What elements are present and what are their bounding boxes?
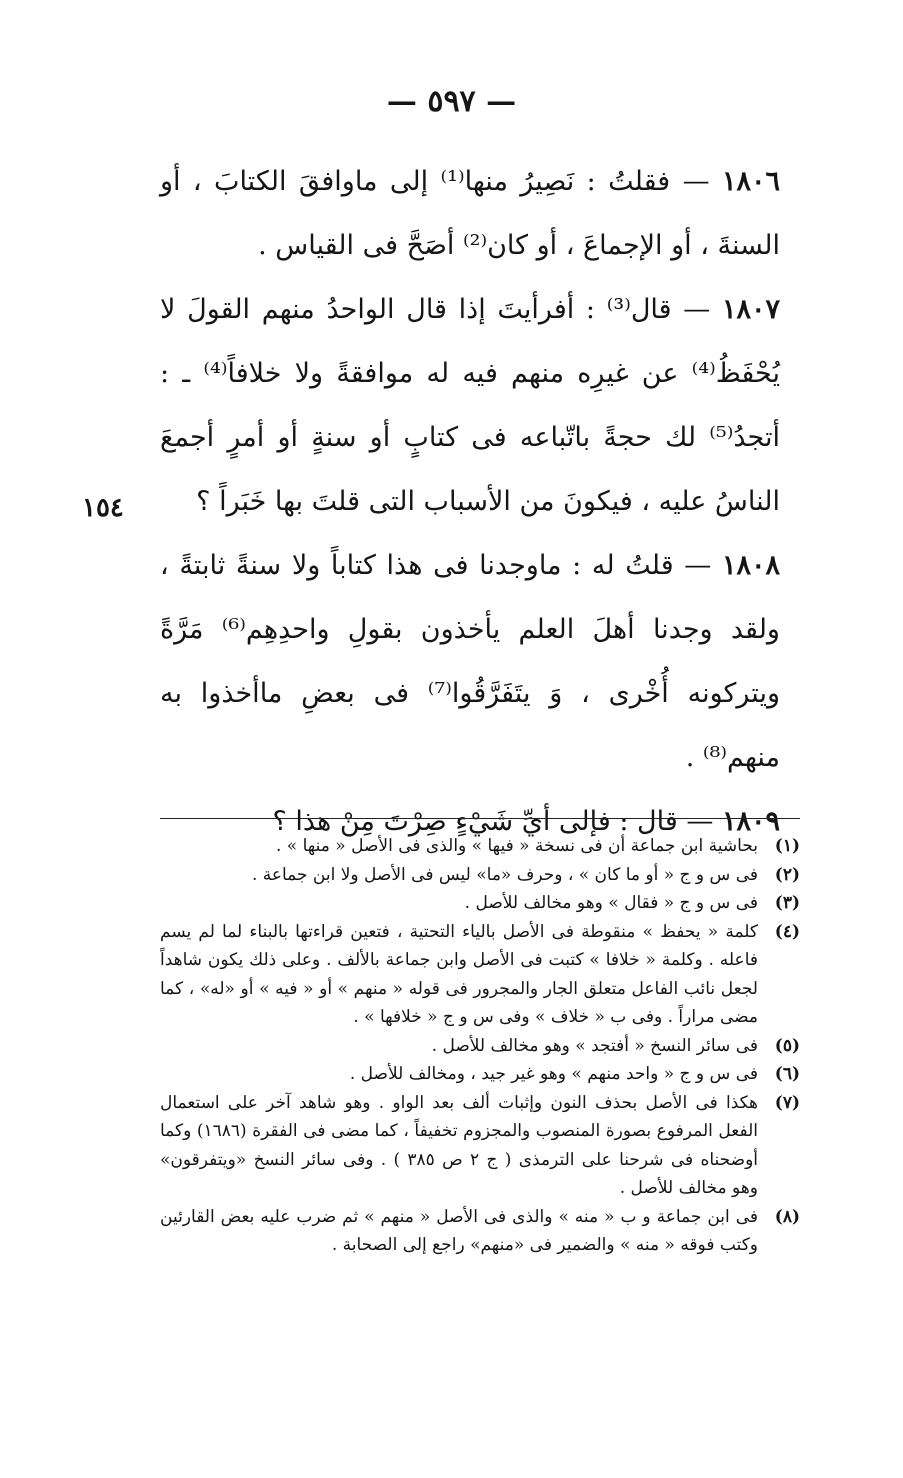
footnote-mark: (١) — [774, 836, 800, 856]
footnote-mark: (٨) — [774, 1206, 800, 1227]
paragraph-text: — قال : فإلى أيِّ شَيْءٍ صِرْتَ مِنْ هذا ؟ — [272, 806, 714, 837]
footnote-text: فى سائر النسخ « أفتجد » وهو مخالف للأصل . — [431, 1035, 758, 1056]
footnote-mark: (٥) — [774, 1035, 800, 1056]
footnote — [160, 1060, 800, 1089]
paragraph — [160, 278, 780, 534]
paragraph-text: — قلتُ له : ماوجدنا فى هذا كتاباً ولا سنةً ثابتةً ، ولقد وجدنا أهلَ العلم يأخذون بقولِ واحدِهِم⁽⁶⁾ مَرَّةً ويتركونه أُخْرى ، وَ يتَفَرَّقُوا⁽⁷⁾ فى بعضِ ماأخذوا به منهم⁽⁸⁾ . — [160, 550, 780, 773]
paragraph-text: — فقلتُ : نَصِيرُ منها⁽¹⁾ إلى ماوافقَ الكتابَ ، أو السنةَ ، أو الإجماعَ ، أو كان⁽²⁾ أصَحَّ فى القياس . — [160, 166, 780, 261]
margin-page-reference: ١٥٤ — [82, 493, 124, 523]
paragraph-number: ١٨٠٦ — [721, 166, 780, 197]
paragraph-number: ١٨٠٧ — [721, 294, 780, 325]
paragraph — [160, 150, 780, 278]
paragraph-number: ١٨٠٩ — [721, 806, 780, 837]
footnote — [160, 1032, 800, 1061]
footnote — [160, 861, 800, 890]
footnote-mark: (٤) — [774, 921, 800, 942]
footnote — [160, 889, 800, 918]
page-number: — ٥٩٧ — — [386, 84, 517, 119]
footnote — [160, 918, 800, 1032]
footnote-text: فى س و ج « أو ما كان » ، وحرف «ما» ليس فى الأصل ولا ابن جماعة . — [251, 864, 758, 885]
paragraph-text: — قال⁽³⁾ : أفرأيتَ إذا قال الواحدُ منهم القولَ لا يُحْفَظُ⁽⁴⁾ عن غيرِه منهم فيه له موافقةً ولا خلافاً⁽⁴⁾ ـ : أتجدُ⁽⁵⁾ لك حجةً باتّباعه فى كتابٍ أو سنةٍ أو أمرٍ أجمعَ الناسُ عليه ، فيكونَ من الأسباب التى قلتَ بها خَبَراً ؟ — [160, 294, 780, 517]
footnote — [160, 1203, 800, 1260]
paragraph — [160, 534, 780, 790]
footnote-divider — [160, 818, 800, 819]
footnote-text: بحاشية ابن جماعة أن فى نسخة « فيها » والذى فى الأصل « منها » . — [276, 836, 758, 856]
footnote-text: فى س و ج « فقال » وهو مخالف للأصل . — [464, 893, 758, 913]
footnote-text: هكذا فى الأصل بحذف النون وإثبات ألف بعد الواو . وهو شاهد آخر على استعمال الفعل المرفوع بصورة المنصوب والمجزوم تخفيفاً ، كما مضى فى الفقرة (١٦٨٦) وكما أوضحناه فى شرحنا على الترمذى ( ج ٢ ص ٣٨٥ ) . وفى سائر النسخ «ويتفرقون» وهو مخالف للأصل . — [160, 1092, 758, 1198]
footnote — [160, 1089, 800, 1203]
footnote-mark: (٧) — [774, 1092, 800, 1113]
footnote-mark: (٣) — [774, 893, 800, 913]
footnote-text: فى ابن جماعة و ب « منه » والذى فى الأصل « منهم » ثم ضرب عليه بعض القارئين وكتب فوقه « منه » والضمير فى «منهم» راجع إلى الصحابة . — [160, 1206, 758, 1255]
footnote-mark: (٦) — [774, 1064, 800, 1084]
footnote-text: كلمة « يحفظ » منقوطة فى الأصل بالياء التحتية ، فتعين قراءتها بالبناء لما لم يسم فاعله . وكلمة « خلافا » كتبت فى الأصل وابن جماعة بالألف . وعلى ذلك يكون شاهداً لجعل نائب الفاعل متعلق الجار والمجرور فى قوله « منهم » أو « فيه » أو «له» ، كما مضى مراراً . وفى ب « خلاف » وفى س و ج « خلافها » . — [160, 921, 758, 1027]
footnotes — [160, 832, 800, 1260]
footnote — [160, 832, 800, 861]
main-text — [160, 150, 780, 854]
footnote-text: فى س و ج « واحد منهم » وهو غير جيد ، ومخالف للأصل . — [349, 1064, 758, 1084]
paragraph-number: ١٨٠٨ — [721, 550, 780, 581]
footnote-mark: (٢) — [774, 864, 800, 885]
